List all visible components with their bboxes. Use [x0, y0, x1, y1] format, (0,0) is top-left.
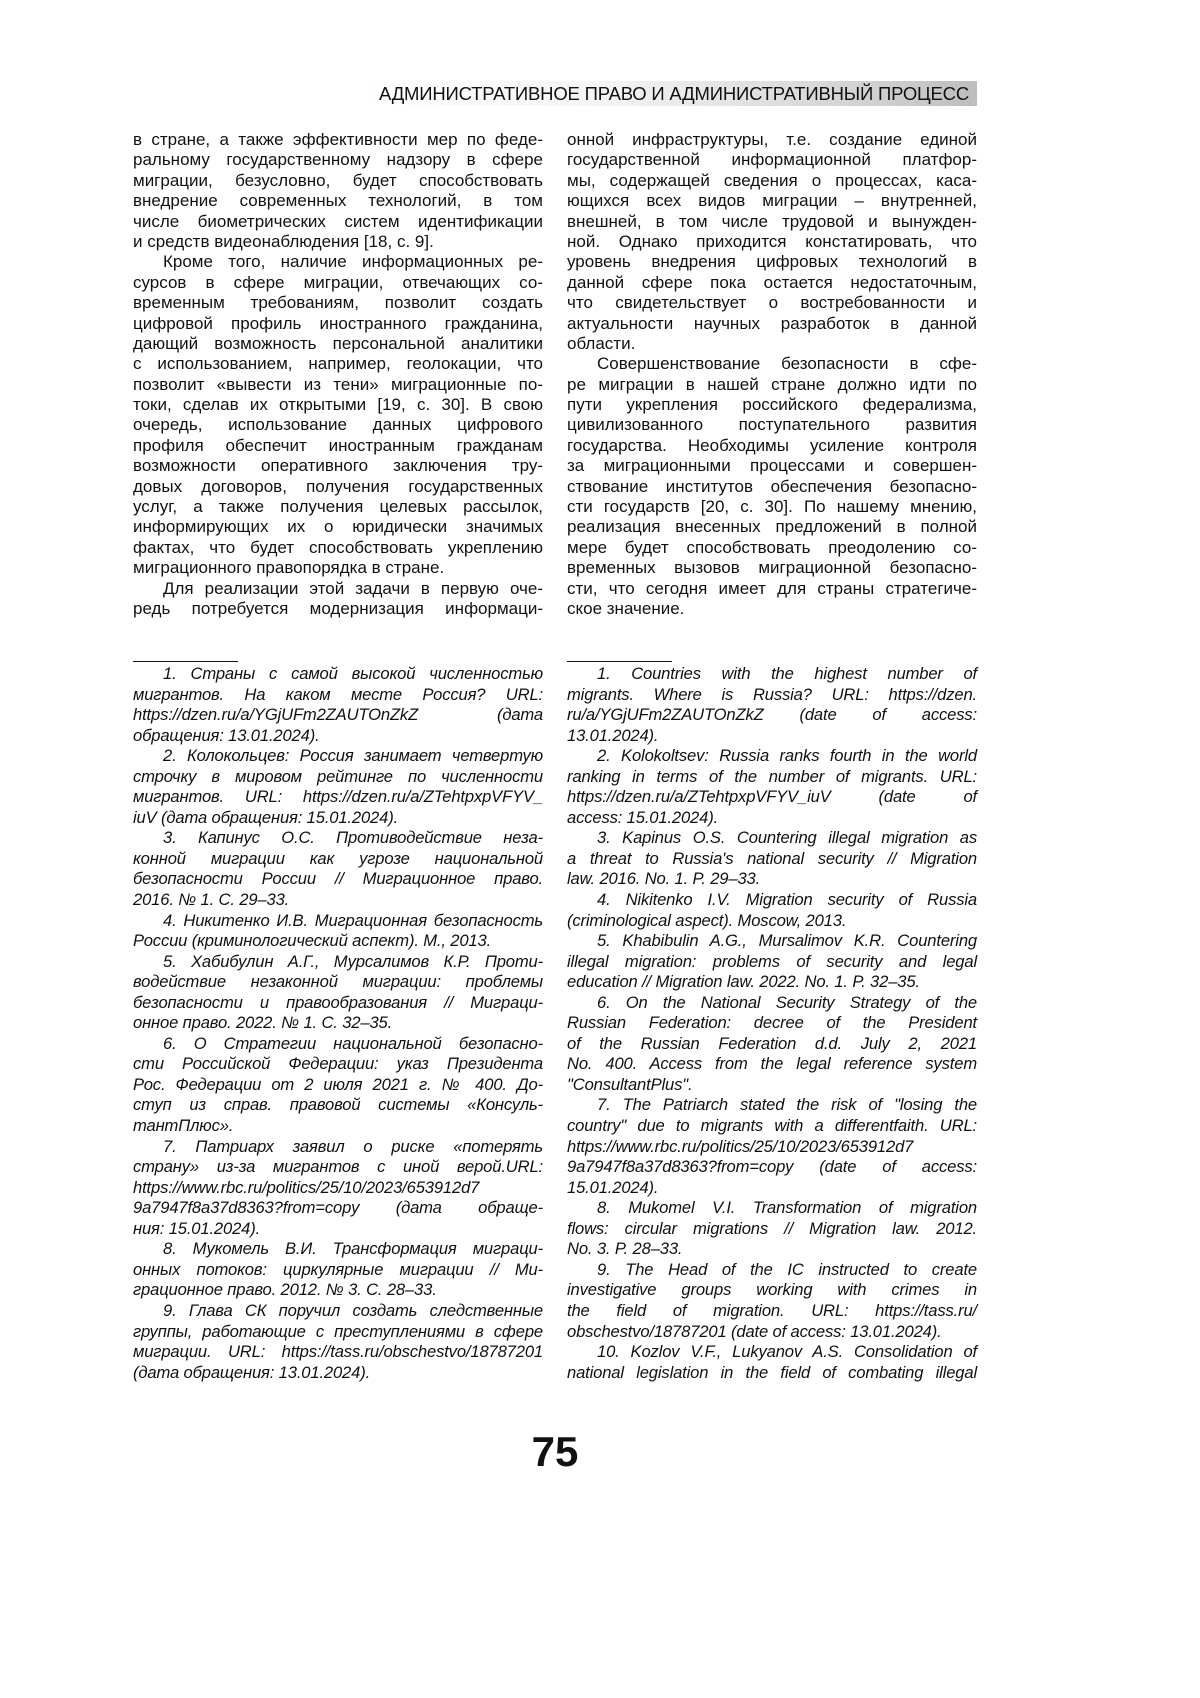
text-line: 9. Глава СК поручил создать следственные — [133, 1301, 543, 1322]
text-line: 6. On the National Security Strategy of the — [567, 993, 977, 1014]
footnote — [133, 746, 543, 828]
text-line: области. — [567, 334, 977, 354]
text-line: 9a7947f8a37d8363?from=copy (date of access: — [567, 1157, 977, 1178]
text-line: строчку в мировом рейтинге по численности — [133, 767, 543, 788]
text-line: "ConsultantPlus". — [567, 1075, 977, 1096]
text-line: грационное право. 2012. № 3. С. 28–33. — [133, 1280, 543, 1301]
text-line: 15.01.2024). — [567, 1178, 977, 1199]
text-line: числе биометрических систем идентификации — [133, 212, 543, 232]
footnotes-english — [567, 664, 977, 1383]
text-line: цивилизованного поступательного развития — [567, 415, 977, 435]
paragraph — [133, 579, 543, 620]
text-line: https://dzen.ru/a/ZTehtpxpVFYV_iuV (date of — [567, 787, 977, 808]
text-line: сти, что сегодня имеет для страны стратегиче- — [567, 579, 977, 599]
text-line: Кроме того, наличие информационных ре- — [133, 252, 543, 272]
text-line: сурсов в сфере миграции, отвечающих со- — [133, 273, 543, 293]
text-line: 6. О Стратегии национальной безопасно- — [133, 1034, 543, 1055]
text-line: 8. Мукомель В.И. Трансформация миграци- — [133, 1239, 543, 1260]
text-line: группы, работающие с преступлениями в сфере — [133, 1322, 543, 1343]
text-line: 5. Хабибулин А.Г., Мурсалимов К.Р. Проти- — [133, 952, 543, 973]
text-line: migrants. Where is Russia? URL: https://dzen. — [567, 685, 977, 706]
text-line: временным требованиям, позволит создать — [133, 293, 543, 313]
text-line: ranking in terms of the number of migrants. URL: — [567, 767, 977, 788]
text-line: миграции. URL: https://tass.ru/obschestvo/18787201 — [133, 1342, 543, 1363]
footnote — [567, 993, 977, 1096]
text-line: ствование институтов обеспечения безопасно- — [567, 477, 977, 497]
text-line: внедрение современных технологий, в том — [133, 191, 543, 211]
text-line: редь потребуется модернизация информаци- — [133, 599, 543, 619]
text-line: мигрантов. На каком месте Россия? URL: — [133, 685, 543, 706]
text-line: https://www.rbc.ru/politics/25/10/2023/653912d7 — [567, 1137, 977, 1158]
text-line: и средств видеонаблюдения [18, с. 9]. — [133, 232, 543, 252]
text-line: мигрантов. URL: https://dzen.ru/a/ZTehtpxpVFYV_ — [133, 787, 543, 808]
text-line: миграции, безусловно, будет способствовать — [133, 171, 543, 191]
footnote — [133, 1239, 543, 1301]
text-line: 9. The Head of the IC instructed to create — [567, 1260, 977, 1281]
text-line: онной инфраструктуры, т.е. создание единой — [567, 130, 977, 150]
text-line: ре миграции в нашей стране должно идти по — [567, 375, 977, 395]
text-line: уровень внедрения цифровых технологий в — [567, 252, 977, 272]
footnote — [133, 1034, 543, 1137]
footnote — [133, 828, 543, 910]
text-line: мы, содержащей сведения о процессах, каса- — [567, 171, 977, 191]
text-line: цифровой профиль иностранного гражданина, — [133, 314, 543, 334]
footnote — [133, 1301, 543, 1383]
text-line: России (криминологический аспект). М., 2013. — [133, 931, 543, 952]
footnote — [133, 952, 543, 1034]
paragraph — [133, 130, 543, 252]
text-line: ной. Однако приходится констатировать, что — [567, 232, 977, 252]
text-line: Рос. Федерации от 2 июля 2021 г. № 400. До- — [133, 1075, 543, 1096]
page-number: 75 — [0, 1428, 1110, 1476]
footnote — [567, 1095, 977, 1198]
text-line: внешней, в том числе трудовой и вынужден- — [567, 212, 977, 232]
text-line: Russian Federation: decree of the President — [567, 1013, 977, 1034]
text-line: 4. Nikitenko I.V. Migration security of Russia — [567, 890, 977, 911]
text-line: конной миграции как угрозе национальной — [133, 849, 543, 870]
footnote — [567, 890, 977, 931]
footnote — [567, 1260, 977, 1342]
footnote-divider-right — [567, 661, 672, 662]
footnote-divider-left — [133, 661, 238, 662]
footnote — [567, 1342, 977, 1383]
text-line: 3. Капинус О.С. Противодействие неза- — [133, 828, 543, 849]
footnote — [133, 1137, 543, 1240]
body-column-right — [567, 130, 977, 619]
text-line: тантПлюс». — [133, 1116, 543, 1137]
footnote — [567, 746, 977, 828]
text-line: с использованием, например, геолокации, что — [133, 354, 543, 374]
text-line: безопасности России // Миграционное право. — [133, 869, 543, 890]
text-line: Совершенствование безопасности в сфе- — [567, 354, 977, 374]
text-line: access: 15.01.2024). — [567, 808, 977, 829]
text-line: водействие незаконной миграции: проблемы — [133, 972, 543, 993]
text-line: No. 400. Access from the legal reference system — [567, 1054, 977, 1075]
footnote — [133, 911, 543, 952]
text-line: сти Российской Федерации: указ Президента — [133, 1054, 543, 1075]
text-line: country" due to migrants with a differentfaith. URL: — [567, 1116, 977, 1137]
text-line: of the Russian Federation d.d. July 2, 2021 — [567, 1034, 977, 1055]
text-line: 1. Countries with the highest number of — [567, 664, 977, 685]
text-line: the field of migration. URL: https://tass.ru/ — [567, 1301, 977, 1322]
text-line: в стране, а также эффективности мер по феде- — [133, 130, 543, 150]
text-line: безопасности и правообразования // Миграци- — [133, 993, 543, 1014]
text-line: довых договоров, получения государственных — [133, 477, 543, 497]
text-line: ступ из справ. правовой системы «Консуль- — [133, 1095, 543, 1116]
footnote — [567, 931, 977, 993]
text-line: education // Migration law. 2022. No. 1. P. 32–35. — [567, 972, 977, 993]
text-line: (criminological aspect). Moscow, 2013. — [567, 911, 977, 932]
text-line: illegal migration: problems of security and legal — [567, 952, 977, 973]
text-line: ющихся всех видов миграции – внутренней, — [567, 191, 977, 211]
text-line: пути укрепления российского федерализма, — [567, 395, 977, 415]
text-line: государственной информационной платфор- — [567, 150, 977, 170]
text-line: ское значение. — [567, 599, 977, 619]
text-line: мере будет способствовать преодолению со- — [567, 538, 977, 558]
text-line: 8. Mukomel V.I. Transformation of migration — [567, 1198, 977, 1219]
text-line: Для реализации этой задачи в первую оче- — [133, 579, 543, 599]
text-line: national legislation in the field of combating illegal — [567, 1363, 977, 1384]
text-line: профиля обеспечит иностранным гражданам — [133, 436, 543, 456]
text-line: 1. Страны с самой высокой численностью — [133, 664, 543, 685]
text-line: 13.01.2024). — [567, 726, 977, 747]
text-line: ральному государственному надзору в сфере — [133, 150, 543, 170]
text-line: https://dzen.ru/a/YGjUFm2ZAUTOnZkZ (дата — [133, 705, 543, 726]
footnote — [133, 664, 543, 746]
text-line: что свидетельствует о востребованности и — [567, 293, 977, 313]
text-line: ru/a/YGjUFm2ZAUTOnZkZ (date of access: — [567, 705, 977, 726]
text-line: временных вызовов миграционной безопасно- — [567, 558, 977, 578]
text-line: 10. Kozlov V.F., Lukyanov A.S. Consolidation of — [567, 1342, 977, 1363]
text-line: 7. Патриарх заявил о риске «потерять — [133, 1137, 543, 1158]
footnotes-russian — [133, 664, 543, 1383]
text-line: страну» из-за мигрантов с иной верой.URL: — [133, 1157, 543, 1178]
text-line: a threat to Russia's national security // Migration — [567, 849, 977, 870]
text-line: очередь, использование данных цифрового — [133, 415, 543, 435]
text-line: государства. Необходимы усиление контроля — [567, 436, 977, 456]
text-line: обращения: 13.01.2024). — [133, 726, 543, 747]
text-line: токи, сделав их открытыми [19, с. 30]. В свою — [133, 395, 543, 415]
text-line: онное право. 2022. № 1. С. 32–35. — [133, 1013, 543, 1034]
text-line: за миграционными процессами и совершен- — [567, 456, 977, 476]
text-line: investigative groups working with crimes in — [567, 1280, 977, 1301]
section-title: АДМИНИСТРАТИВНОЕ ПРАВО И АДМИНИСТРАТИВНЫЙ ПРОЦЕСС — [379, 83, 969, 105]
text-line: https://www.rbc.ru/politics/25/10/2023/653912d7 — [133, 1178, 543, 1199]
paragraph — [567, 354, 977, 619]
text-line: актуальности научных разработок в данной — [567, 314, 977, 334]
text-line: услуг, а также получения целевых рассылок, — [133, 497, 543, 517]
text-line: obschestvo/18787201 (date of access: 13.01.2024). — [567, 1322, 977, 1343]
footnote — [567, 1198, 977, 1260]
text-line: flows: circular migrations // Migration law. 2012. — [567, 1219, 977, 1240]
text-line: сти государств [20, с. 30]. По нашему мнению, — [567, 497, 977, 517]
footnote — [567, 664, 977, 746]
text-line: возможности оперативного заключения тру- — [133, 456, 543, 476]
text-line: No. 3. P. 28–33. — [567, 1239, 977, 1260]
text-line: данной сфере пока остается недостаточным, — [567, 273, 977, 293]
text-line: 2. Колокольцев: Россия занимает четвертую — [133, 746, 543, 767]
text-line: информирующих их о юридически значимых — [133, 517, 543, 537]
footnote — [567, 828, 977, 890]
text-line: 4. Никитенко И.В. Миграционная безопасность — [133, 911, 543, 932]
text-line: 9a7947f8a37d8363?from=copy (дата обраще- — [133, 1198, 543, 1219]
text-line: 2. Kolokoltsev: Russia ranks fourth in the world — [567, 746, 977, 767]
text-line: реализация внесенных предложений в полной — [567, 517, 977, 537]
text-line: 2016. № 1. С. 29–33. — [133, 890, 543, 911]
paragraph — [567, 130, 977, 354]
text-line: law. 2016. No. 1. P. 29–33. — [567, 869, 977, 890]
text-line: онных потоков: циркулярные миграции // Ми- — [133, 1260, 543, 1281]
text-line: (дата обращения: 13.01.2024). — [133, 1363, 543, 1384]
text-line: 7. The Patriarch stated the risk of "losing the — [567, 1095, 977, 1116]
text-line: миграционного правопорядка в стране. — [133, 558, 543, 578]
text-line: ния: 15.01.2024). — [133, 1219, 543, 1240]
paragraph — [133, 252, 543, 578]
text-line: iuV (дата обращения: 15.01.2024). — [133, 808, 543, 829]
text-line: 3. Kapinus O.S. Countering illegal migration as — [567, 828, 977, 849]
running-header — [360, 81, 977, 106]
text-line: 5. Khabibulin A.G., Mursalimov K.R. Countering — [567, 931, 977, 952]
text-line: позволит «вывести из тени» миграционные по- — [133, 375, 543, 395]
text-line: фактах, что будет способствовать укреплению — [133, 538, 543, 558]
body-column-left — [133, 130, 543, 619]
text-line: дающий возможность персональной аналитики — [133, 334, 543, 354]
